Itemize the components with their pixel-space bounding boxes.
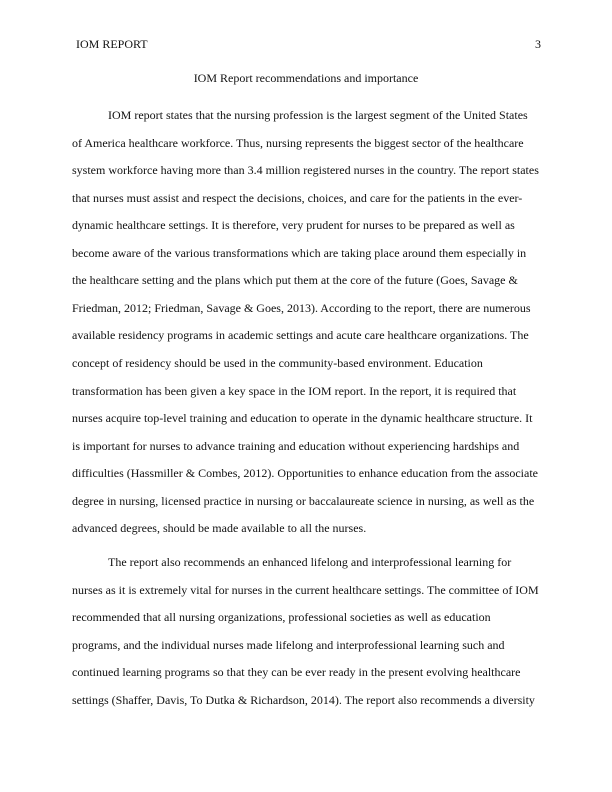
text-line: the healthcare setting and the plans which put them at the core of the future (Goes, Savage & — [72, 273, 518, 288]
text-line: concept of residency should be used in the community-based environment. Education — [72, 355, 483, 370]
running-head: IOM REPORT — [76, 37, 148, 51]
text-line: of America healthcare workforce. Thus, nursing represents the biggest sector of the healthcare — [72, 135, 524, 150]
text-line: programs, and the individual nurses made lifelong and interprofessional learning such and — [72, 637, 505, 652]
text-line: available residency programs in academic settings and acute care healthcare organizations. The — [72, 328, 529, 343]
text-line: that nurses must assist and respect the decisions, choices, and care for the patients in the ever- — [72, 190, 523, 205]
text-line: dynamic healthcare settings. It is therefore, very prudent for nurses to be prepared as well as — [72, 218, 515, 233]
text-line: is important for nurses to advance training and education without experiencing hardships and — [72, 438, 520, 453]
text-line: IOM report states that the nursing profession is the largest segment of the United States — [108, 108, 528, 122]
text-line: advanced degrees, should be made available to all the nurses. — [72, 521, 367, 536]
text-line: system workforce having more than 3.4 million registered nurses in the country. The report states — [72, 163, 539, 178]
text-line: become aware of the various transformations which are taking place around them especially in — [72, 245, 527, 260]
text-line: settings (Shaffer, Davis, To Dutka & Richardson, 2014). The report also recommends a diversity — [72, 692, 535, 707]
text-line: continued learning programs so that they can be ever ready in the present evolving healthcare — [72, 665, 521, 680]
text-line: transformation has been given a key space in the IOM report. In the report, it is required that — [72, 383, 517, 398]
page-number: 3 — [535, 37, 541, 51]
text-line: difficulties (Hassmiller & Combes, 2012). Opportunities to enhance education from the associate — [72, 466, 538, 481]
text-line: nurses acquire top-level training and education to operate in the dynamic healthcare structure. It — [72, 411, 533, 426]
text-line: Friedman, 2012; Friedman, Savage & Goes, 2013). According to the report, there are numerous — [72, 300, 531, 315]
text-line: recommended that all nursing organizations, professional societies as well as education — [72, 610, 491, 625]
text-line: nurses as it is extremely vital for nurses in the current healthcare settings. The committee of IOM — [72, 582, 539, 597]
text-line: The report also recommends an enhanced lifelong and interprofessional learning for — [108, 555, 512, 569]
document-title: IOM Report recommendations and importance — [193, 71, 419, 85]
text-line: degree in nursing, licensed practice in nursing or baccalaureate science in nursing, as well as the — [72, 493, 535, 508]
